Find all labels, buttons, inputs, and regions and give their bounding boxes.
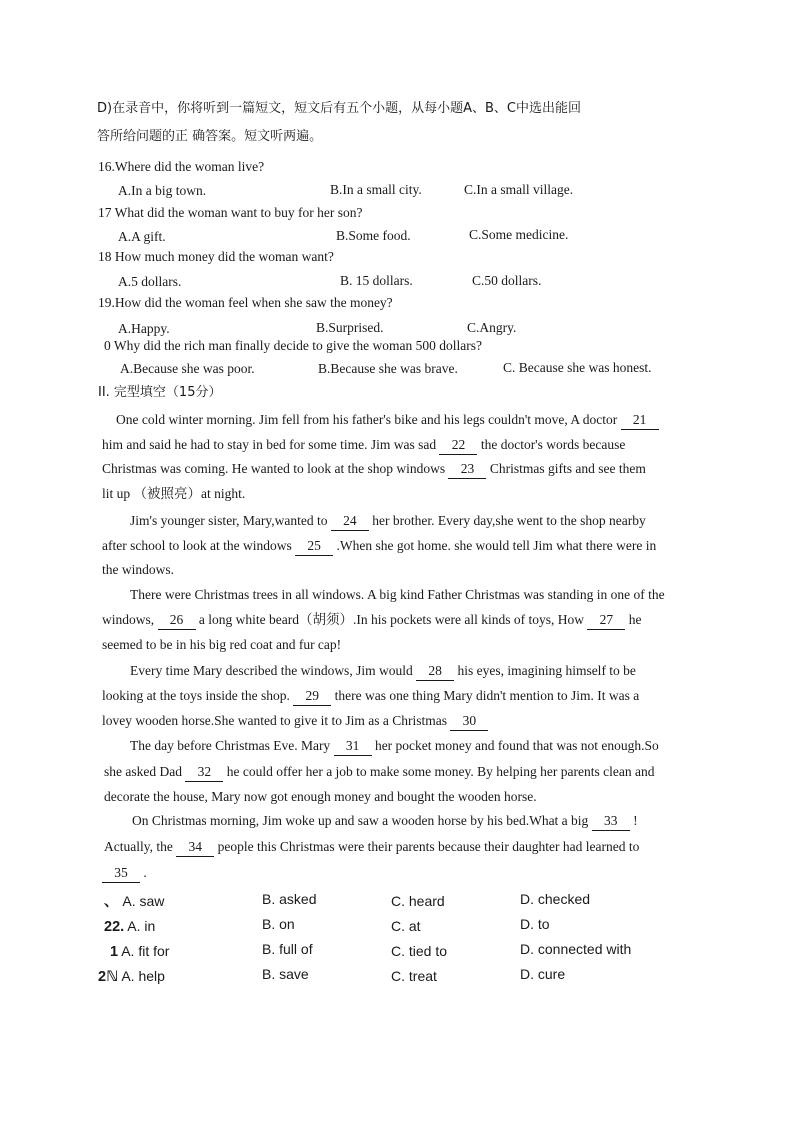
- cloze-text: The day before Christmas Eve. Mary: [130, 738, 334, 753]
- cloze-text: Jim's younger sister, Mary,wanted to: [130, 513, 331, 528]
- blank-26: 26: [158, 611, 196, 630]
- cloze-text: One cold winter morning. Jim fell from his father's bike and his legs couldn't move, A doctor: [116, 412, 621, 427]
- question-20: 0 Why did the rich man finally decide to give the woman 500 dollars?: [104, 338, 483, 353]
- cloze-text: !: [629, 813, 638, 828]
- cloze-p3-line2: [102, 611, 641, 630]
- cloze-text: him and said he had to stay in bed for some time. Jim was sad: [102, 437, 440, 452]
- blank-33: 33: [592, 812, 630, 831]
- question-20-option-b: B.Because she was brave.: [318, 361, 458, 376]
- blank-24: 24: [331, 512, 369, 531]
- choice-23-option-d: D. connected with: [520, 941, 632, 957]
- choice-21-option-d: D. checked: [520, 891, 591, 907]
- blank-29: 29: [293, 687, 331, 706]
- listening-instruction-2: 答所给问题的正 确答案。短文听两遍。: [97, 129, 323, 144]
- choice-24-option-a: A. help: [121, 968, 165, 984]
- cloze-text: Every time Mary described the windows, Jim would: [130, 663, 417, 678]
- question-20-option-a: A.Because she was poor.: [120, 361, 255, 376]
- cloze-text: decorate the house, Mary now got enough money and bought the wooden horse.: [104, 789, 537, 804]
- cloze-text: he could offer her a job to make some money. By helping her parents clean and: [223, 764, 655, 779]
- cloze-text: he: [625, 612, 642, 627]
- choice-24-option-b: B. save: [262, 966, 309, 982]
- blank-23: 23: [448, 460, 486, 479]
- question-19-option-b: B.Surprised.: [316, 320, 384, 335]
- cloze-text: On Christmas morning, Jim woke up and saw a wooden horse by his bed.What a big: [132, 813, 592, 828]
- choice-24-option-c: C. treat: [391, 968, 437, 984]
- cloze-p2-line1: [130, 512, 646, 531]
- cloze-text: windows,: [102, 612, 158, 627]
- question-17: 17 What did the woman want to buy for her son?: [98, 205, 363, 220]
- cloze-p2-line3: [102, 561, 174, 579]
- cloze-text: the windows.: [102, 562, 174, 577]
- choice-22: [104, 917, 155, 936]
- question-16-option-a: A.In a big town.: [118, 183, 207, 198]
- question-20-option-c: C. Because she was honest.: [503, 360, 652, 375]
- cloze-text: .When she got home. she would tell Jim what there were in: [333, 538, 657, 553]
- cloze-text: a long white beard（胡须）.In his pockets were all kinds of toys, How: [195, 612, 588, 627]
- blank-27: 27: [587, 611, 625, 630]
- choice-21-option-c: C. heard: [391, 893, 445, 909]
- cloze-text: his eyes, imagining himself to be: [454, 663, 636, 678]
- question-17-option-c: C.Some medicine.: [469, 227, 569, 242]
- cloze-text: lit up （被照亮）at night.: [102, 486, 246, 501]
- choice-22-option-d: D. to: [520, 916, 550, 932]
- blank-30: 30: [450, 712, 488, 731]
- blank-32: 32: [185, 763, 223, 782]
- blank-31: 31: [334, 737, 372, 756]
- question-18-option-c: C.50 dollars.: [472, 273, 542, 288]
- cloze-text: Christmas gifts and see them: [486, 461, 646, 476]
- cloze-text: her brother. Every day,she went to the shop nearby: [368, 513, 646, 528]
- cloze-text: Christmas was coming. He wanted to look at the shop windows: [102, 461, 449, 476]
- cloze-text: her pocket money and found that was not enough.So: [371, 738, 659, 753]
- question-18: 18 How much money did the woman want?: [98, 249, 334, 264]
- choice-23-option-c: C. tied to: [391, 943, 448, 959]
- question-16-option-c: C.In a small village.: [464, 182, 574, 197]
- cloze-text: after school to look at the windows: [102, 538, 296, 553]
- cloze-p1-line1: [116, 411, 659, 430]
- cloze-text: Actually, the: [104, 839, 177, 854]
- choice-23-option-a: A. fit for: [121, 943, 170, 959]
- cloze-text: .: [140, 865, 147, 880]
- cloze-p4-line3: [102, 712, 488, 731]
- blank-21: 21: [621, 411, 659, 430]
- choice-22-option-b: B. on: [262, 916, 295, 932]
- cloze-p3-line1: [130, 586, 665, 604]
- choice-24-option-d: D. cure: [520, 966, 566, 982]
- cloze-text: there was one thing Mary didn't mention to Jim. It was a: [331, 688, 640, 703]
- cloze-p1-line4: [102, 485, 245, 503]
- cloze-text: looking at the toys inside the shop.: [102, 688, 294, 703]
- cloze-p6-line1: [132, 812, 638, 831]
- blank-35: 35: [102, 864, 140, 883]
- cloze-p3-line3: [102, 636, 341, 654]
- choice-22-option-c: C. at: [391, 918, 421, 934]
- cloze-p4-line1: [130, 662, 636, 681]
- question-18-option-b: B. 15 dollars.: [340, 273, 413, 288]
- question-16-option-b: B.In a small city.: [330, 182, 422, 197]
- choice-number: 2ℕ: [98, 969, 119, 985]
- question-19-option-a: A.Happy.: [118, 321, 170, 336]
- choice-23: [110, 942, 169, 961]
- cloze-p2-line2: [102, 537, 656, 556]
- cloze-text: lovey wooden horse.She wanted to give it to Jim as a Christmas: [102, 713, 451, 728]
- choice-number: 22.: [104, 919, 125, 935]
- cloze-text: the doctor's words because: [477, 437, 626, 452]
- question-17-option-a: A.A gift.: [118, 229, 166, 244]
- cloze-p1-line2: [102, 436, 625, 455]
- listening-instruction-1: D)在录音中，你将听到一篇短文，短文后有五个小题，从每小题A、B、C中选出能回: [97, 101, 581, 116]
- choice-24: [98, 967, 165, 986]
- choice-21: [104, 892, 164, 911]
- cloze-p6-line3: [102, 864, 147, 883]
- blank-25: 25: [295, 537, 333, 556]
- choice-number: 、: [104, 894, 119, 910]
- cloze-text: people this Christmas were their parents because their daughter had learned to: [214, 839, 640, 854]
- cloze-text: seemed to be in his big red coat and fur cap!: [102, 637, 342, 652]
- cloze-p5-line1: [130, 737, 659, 756]
- blank-22: 22: [439, 436, 477, 455]
- cloze-p5-line2: [104, 763, 654, 782]
- choice-21-option-b: B. asked: [262, 891, 317, 907]
- blank-28: 28: [416, 662, 454, 681]
- question-17-option-b: B.Some food.: [336, 228, 411, 243]
- choice-23-option-b: B. full of: [262, 941, 313, 957]
- question-19: 19.How did the woman feel when she saw the money?: [98, 295, 393, 310]
- cloze-text: she asked Dad: [104, 764, 186, 779]
- cloze-text: There were Christmas trees in all windows. A big kind Father Christmas was standing in one of the: [130, 587, 665, 602]
- cloze-p6-line2: [104, 838, 639, 857]
- question-18-option-a: A.5 dollars.: [118, 274, 182, 289]
- choice-22-option-a: A. in: [127, 918, 156, 934]
- cloze-p4-line2: [102, 687, 639, 706]
- question-19-option-c: C.Angry.: [467, 320, 517, 335]
- question-16: 16.Where did the woman live?: [98, 159, 265, 174]
- cloze-p5-line3: [104, 788, 537, 806]
- cloze-p1-line3: [102, 460, 646, 479]
- choice-21-option-a: A. saw: [122, 893, 165, 909]
- blank-34: 34: [176, 838, 214, 857]
- choice-number: 1: [110, 944, 119, 960]
- cloze-title: II. 完型填空（15分）: [98, 385, 222, 400]
